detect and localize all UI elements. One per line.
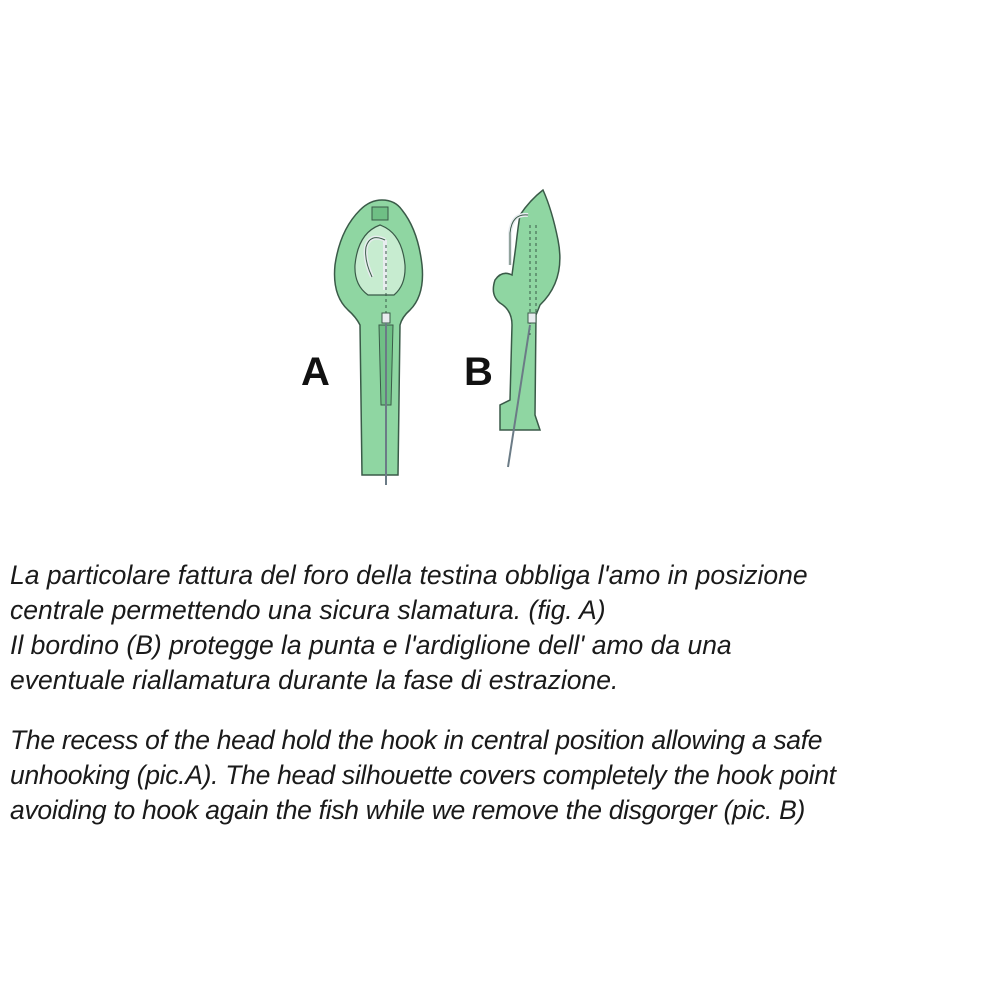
italian-line: La particolare fattura del foro della testina obbliga l'amo in posizione [10, 560, 808, 590]
english-line: avoiding to hook again the fish while we remove the disgorger (pic. B) [10, 795, 806, 825]
figure-b-label: B [464, 350, 493, 394]
italian-line: Il bordino (B) protegge la punta e l'ardiglione dell' amo da una [10, 630, 732, 660]
figure-b-drawing [493, 190, 560, 467]
english-line: unhooking (pic.A). The head silhouette covers completely the hook point [10, 760, 836, 790]
figure-b-body [493, 190, 560, 430]
figure-a-slot [372, 207, 388, 220]
english-description [10, 723, 995, 828]
figure-a-drawing [335, 200, 423, 485]
english-line: The recess of the head hold the hook in central position allowing a safe [10, 725, 823, 755]
italian-description [10, 558, 995, 698]
figure-b-crimp [528, 313, 536, 323]
figure-a-crimp [382, 313, 390, 323]
italian-line: centrale permettendo una sicura slamatura. (fig. A) [10, 595, 606, 625]
figure-a-label: A [301, 350, 330, 394]
disgorger-diagram [290, 185, 620, 495]
italian-line: eventuale riallamatura durante la fase di estrazione. [10, 665, 619, 695]
disgorger-illustration [290, 185, 620, 495]
